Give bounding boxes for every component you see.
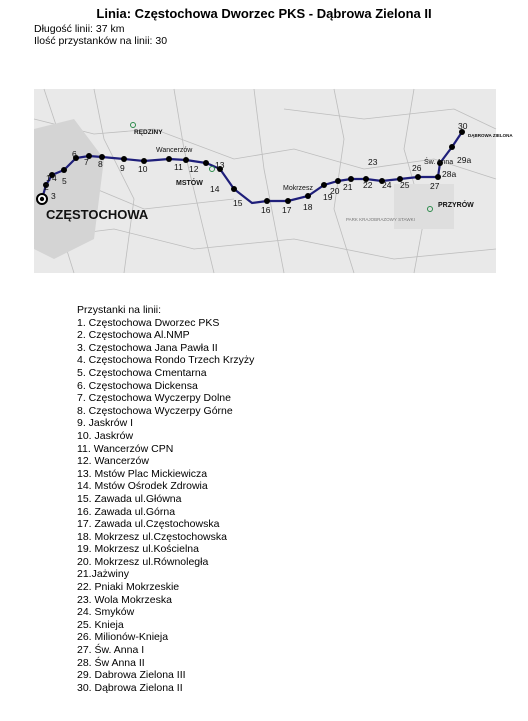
stop-list-item: 14. Mstów Ośrodek Zdrowia xyxy=(77,480,208,493)
stop-count: Ilość przystanków na linii: 30 xyxy=(34,35,168,47)
stop-list-item: 29. Dabrowa Zielona III xyxy=(77,669,186,682)
label-park: PARK KRAJOBRAZOWY STAWKI xyxy=(346,217,415,222)
stop-list-item: 28. Św Anna II xyxy=(77,656,145,669)
stop-list-item: 9. Jaskrów I xyxy=(77,417,134,430)
stop-number-7: 7 xyxy=(84,157,89,167)
stop-list-item: 30. Dąbrowa Zielona II xyxy=(77,681,183,694)
stop-list-items xyxy=(77,317,254,695)
label-mstow: MSTÓW xyxy=(176,180,203,187)
stop-number-13: 13 xyxy=(215,160,225,170)
stop-number-22: 22 xyxy=(363,180,373,190)
stop-list-item: 1. Częstochowa Dworzec PKS xyxy=(77,316,220,329)
stop-marker xyxy=(335,178,341,184)
stop-list-item: 25. Knieja xyxy=(77,618,124,631)
label-przyrow: PRZYRÓW xyxy=(438,202,474,209)
stop-number-11: 11 xyxy=(174,162,183,172)
stop-number-29: 29a xyxy=(457,155,472,165)
stop-list-item: 12. Wancerzów xyxy=(77,455,149,468)
stop-number-8: 8 xyxy=(98,159,103,169)
stop-list-item: 22. Pniaki Mokrzeskie xyxy=(77,581,180,594)
stop-number-10: 10 xyxy=(138,164,148,174)
stop-number-9: 9 xyxy=(120,163,125,173)
stop-list-item: 7. Częstochowa Wyczerpy Dolne xyxy=(77,392,231,405)
stop-number-26: 26 xyxy=(412,163,422,173)
label-mokrzesz: Mokrzesz xyxy=(283,185,313,192)
stop-list-item: 4. Częstochowa Rondo Trzech Krzyży xyxy=(77,354,255,367)
stop-list-item: 26. Milionów-Knieja xyxy=(77,631,169,644)
stop-number-1: 1 xyxy=(46,173,51,183)
stop-number-19: 19 xyxy=(323,192,333,202)
stop-number-25: 25 xyxy=(400,180,410,190)
stop-marker xyxy=(40,197,44,201)
label-wancerzow: Wancerzów xyxy=(156,147,193,154)
map-background xyxy=(34,89,496,273)
stop-list xyxy=(77,304,254,694)
stop-list-item: 15. Zawada ul.Główna xyxy=(77,492,182,505)
stop-marker xyxy=(203,160,209,166)
stop-marker xyxy=(305,193,311,199)
line-length: Długość linii: 37 km xyxy=(34,23,125,35)
stop-number-30: 30 xyxy=(458,121,468,131)
stop-list-heading: Przystanki na linii: xyxy=(77,304,162,316)
stop-list-item: 10. Jaskrów xyxy=(77,429,134,442)
stop-list-item: 13. Mstów Plac Mickiewicza xyxy=(77,467,208,480)
stop-marker xyxy=(449,144,455,150)
line-info xyxy=(34,23,167,47)
stop-list-item: 19. Mokrzesz ul.Kościelna xyxy=(77,543,199,556)
stop-list-item: 6. Częstochowa Dickensa xyxy=(77,379,198,392)
stop-marker xyxy=(321,182,327,188)
stop-number-24: 24 xyxy=(382,180,392,190)
stop-number-4: 4 xyxy=(52,173,57,183)
stop-list-item: 11. Wancerzów CPN xyxy=(77,442,174,455)
stop-marker xyxy=(231,186,237,192)
stop-marker xyxy=(61,167,67,173)
label-dabrowa-zielona: DĄBROWA ZIELONA xyxy=(468,133,513,138)
stop-number-2: 2 xyxy=(44,182,49,192)
stop-number-20: 20 xyxy=(330,186,340,196)
stop-marker xyxy=(121,156,127,162)
stop-marker xyxy=(183,157,189,163)
stop-list-item: 16. Zawada ul.Górna xyxy=(77,505,176,518)
stop-number-18: 18 xyxy=(303,202,313,212)
stop-marker xyxy=(166,156,172,162)
stop-list-item: 18. Mokrzesz ul.Częstochowska xyxy=(77,530,227,543)
stop-number-3: 3 xyxy=(51,191,56,201)
stop-list-item: 17. Zawada ul.Częstochowska xyxy=(77,518,220,531)
stop-number-27: 27 xyxy=(430,181,440,191)
stop-number-23: 23 xyxy=(368,157,378,167)
stop-marker xyxy=(285,198,291,204)
route-map xyxy=(34,89,513,273)
stop-number-21: 21 xyxy=(343,182,353,192)
stop-list-item: 20. Mokrzesz ul.Równoległa xyxy=(77,555,209,568)
stop-list-item: 27. Św. Anna I xyxy=(77,644,145,657)
label-sw-anna: Św. Anna xyxy=(424,159,454,166)
stop-marker xyxy=(415,174,421,180)
label-redziny: RĘDZINY xyxy=(134,129,163,136)
stop-number-14: 14 xyxy=(210,184,220,194)
stop-marker xyxy=(435,174,441,180)
stop-number-12: 12 xyxy=(189,164,199,174)
stop-number-28: 28a xyxy=(442,169,457,179)
label-czestochowa: CZĘSTOCHOWA xyxy=(46,207,149,222)
stop-number-6: 6 xyxy=(72,149,77,159)
page-title: Linia: Częstochowa Dworzec PKS - Dąbrowa Zielona II xyxy=(96,6,432,21)
stop-list-item: 24. Smyków xyxy=(77,606,135,619)
stop-number-15: 15 xyxy=(233,198,243,208)
stop-list-item: 21.Jażwiny xyxy=(77,568,129,581)
stop-number-17: 17 xyxy=(282,205,292,215)
stop-number-5: 5 xyxy=(62,176,67,186)
stop-list-item: 3. Częstochowa Jana Pawła II xyxy=(77,341,218,354)
stop-list-item: 23. Wola Mokrzeska xyxy=(77,593,172,606)
stop-marker xyxy=(264,198,270,204)
stop-list-item: 5. Częstochowa Cmentarna xyxy=(77,366,207,379)
stop-number-16: 16 xyxy=(261,205,271,215)
stop-list-item: 8. Częstochowa Wyczerpy Górne xyxy=(77,404,233,417)
stop-list-item: 2. Częstochowa Al.NMP xyxy=(77,329,190,342)
